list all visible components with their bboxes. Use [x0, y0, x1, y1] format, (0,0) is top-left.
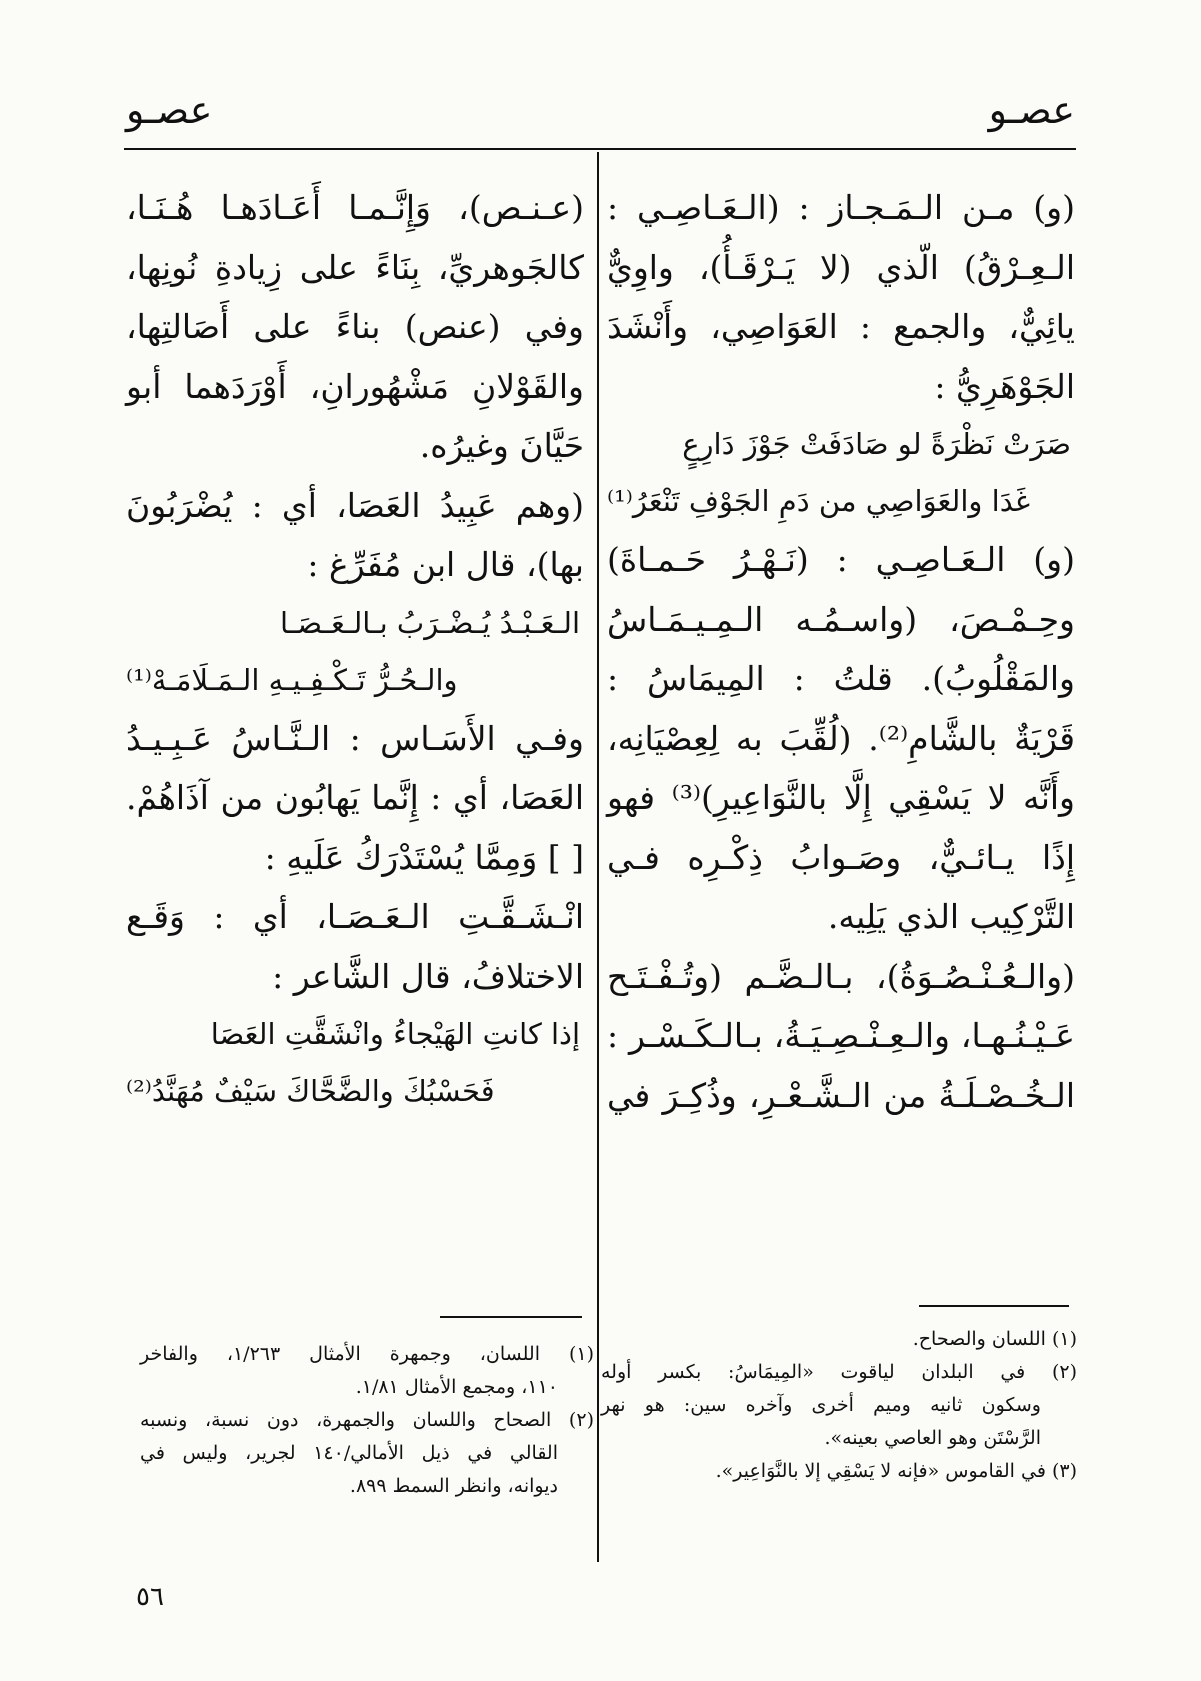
text-line: والقَوْلانِ مَشْهُورانِ، أَوْرَدَهما أبو [126, 366, 584, 406]
text-line: الـعِـرْقُ) الّذي (لا يَـرْقَـأُ)، واوِيٌّ [607, 247, 1075, 287]
text-line: يائِيٌّ، والجمع : العَوَاصِي، وأَنْشَدَ [607, 307, 1075, 346]
verse-line: فَحَسْبُكَ والضَّحَّاكَ سَيْفٌ مُهَنَّدُ⁽²⁾ [126, 1074, 495, 1108]
text-line: (و) مـن الـمَـجـاز : (الـعَـاصِـي : [607, 188, 1075, 227]
footnote: (١) اللسان والصحاح. [912, 1328, 1077, 1350]
text-line: إِذًا يـائـيٌّ، وصَـوابُ ذِكْـرِه فـي [607, 837, 1075, 877]
footnote-rule [440, 1316, 582, 1318]
footnote-continuation: ديوانه، وانظر السمط ٨٩٩. [349, 1475, 558, 1497]
text-line: كالجَوهريِّ، بِنَاءً على زِيادةِ نُونِها، [126, 247, 584, 287]
header-rule [124, 148, 1076, 150]
text-line: التَّرْكِيب الذي يَلِيه. [827, 897, 1075, 936]
footnote: (٢) الصحاح واللسان والجمهرة، دون نسبة، ونسبه [140, 1409, 594, 1431]
text-line: الـخُـصْـلَـةُ من الـشَّـعْـرِ، وذُكِـرَ في [607, 1075, 1075, 1115]
page-number: ٥٦ [136, 1582, 164, 1612]
text-line: حَيَّانَ وغيرُه. [419, 426, 584, 465]
verse-line: الـعَـبْـدُ يُـضْـرَبُ بـالـعَـصَـا [280, 605, 580, 640]
footnote-continuation: الرَّسْتَن وهو العاصي بعينه». [824, 1427, 1041, 1449]
text-line: الاختلافُ، قال الشَّاعر : [272, 956, 584, 996]
text-line: وأَنَّه لا يَسْقِي إِلَّا بالنَّوَاعِيرِ)⁽³⁾ فهو [607, 778, 1075, 817]
left-column [126, 178, 584, 1120]
text-line: عَـيْـنُـهـا، والـعِـنْـصِـيَـةُ، بـالـكَـسْـر : [607, 1016, 1075, 1055]
footnote: (١) اللسان، وجمهرة الأمثال ١/٢٦٣، والفاخر [140, 1343, 594, 1365]
verse-line: غَدَا والعَوَاصِي من دَمِ الجَوْفِ تَنْعَرُ⁽¹⁾ [607, 484, 1031, 518]
right-footnotes [601, 1323, 1077, 1488]
text-line: بها)، قال ابن مُفَرِّغ : [307, 545, 584, 584]
footnote: (٣) في القاموس «فإنه لا يَسْقِي إلا بالنَّوَاعِير». [715, 1460, 1077, 1482]
column-divider [597, 152, 599, 1562]
footnote-rule [919, 1305, 1069, 1307]
footnote-continuation: وسكون ثانيه وميم أخرى وآخره سين: هو نهر [601, 1394, 1041, 1416]
verse-line: إذا كانتِ الهَيْجاءُ وانْشَقَّتِ العَصَا [210, 1017, 580, 1051]
verse-line: صَرَتْ نَظْرَةً لو صَادَفَتْ جَوْزَ دَارِعٍ [682, 427, 1071, 461]
header-left-word: عصـو [126, 88, 213, 132]
text-line: قَرْيَةٌ بالشَّامِ⁽²⁾. (لُقِّبَ به لِعِصْيَانِه، [607, 718, 1075, 758]
text-line: وفي (عنص) بناءً على أَصَالتِها، [126, 307, 584, 346]
text-line: (والـعُـنْـصُـوَةُ)، بـالـضَّـم (وتُـفْـتَـح [607, 956, 1075, 996]
text-line: الجَوْهَرِيُّ : [934, 366, 1075, 406]
text-line: انْـشَـقَّـتِ الـعَـصَـا، أي : وَقَـع [126, 897, 584, 936]
text-line: (وهم عَبِيدُ العَصَا، أي : يُضْرَبُونَ [126, 485, 584, 525]
text-line: (عـنـص)، وَإِنَّـمـا أَعَـادَهـا هُـنَـا، [126, 188, 584, 227]
text-line: وفـي الأَسَـاس : الـنَّـاسُ عَـبِـيـدُ [126, 718, 584, 758]
right-column [607, 178, 1075, 1125]
footnote-continuation: ١١٠، ومجمع الأمثال ١/٨١. [355, 1376, 558, 1398]
text-line: وحِـمْـصَ، (واسـمُـه الـمِـيـمَـاسُ [607, 599, 1075, 639]
text-line: (و) الـعَـاصِـي : (نَـهْـرُ حَـمـاةَ) [607, 540, 1075, 579]
istidrak-heading: [ ] وَمِمَّا يُسْتَدْرَكُ عَلَيهِ : [264, 837, 584, 877]
footnote: (٢) في البلدان لياقوت «المِيمَاسُ: بكسر أوله [601, 1361, 1077, 1383]
left-footnotes [140, 1338, 594, 1503]
footnote-continuation: القالي في ذيل الأمالي/١٤٠ لجرير، وليس في [140, 1442, 558, 1464]
text-line: والمَقْلُوبُ). قلتُ : المِيمَاسُ : [607, 659, 1075, 698]
text-line: العَصَا، أي : إِنَّما يَهابُون من آذَاهُمْ. [126, 778, 584, 817]
header-right-word: عصـو [988, 88, 1075, 132]
running-header [120, 78, 1075, 148]
verse-line: والـحُـرُّ تَـكْـفِـيـهِ الـمَـلَامَـهْ⁽¹⁾ [126, 662, 458, 697]
